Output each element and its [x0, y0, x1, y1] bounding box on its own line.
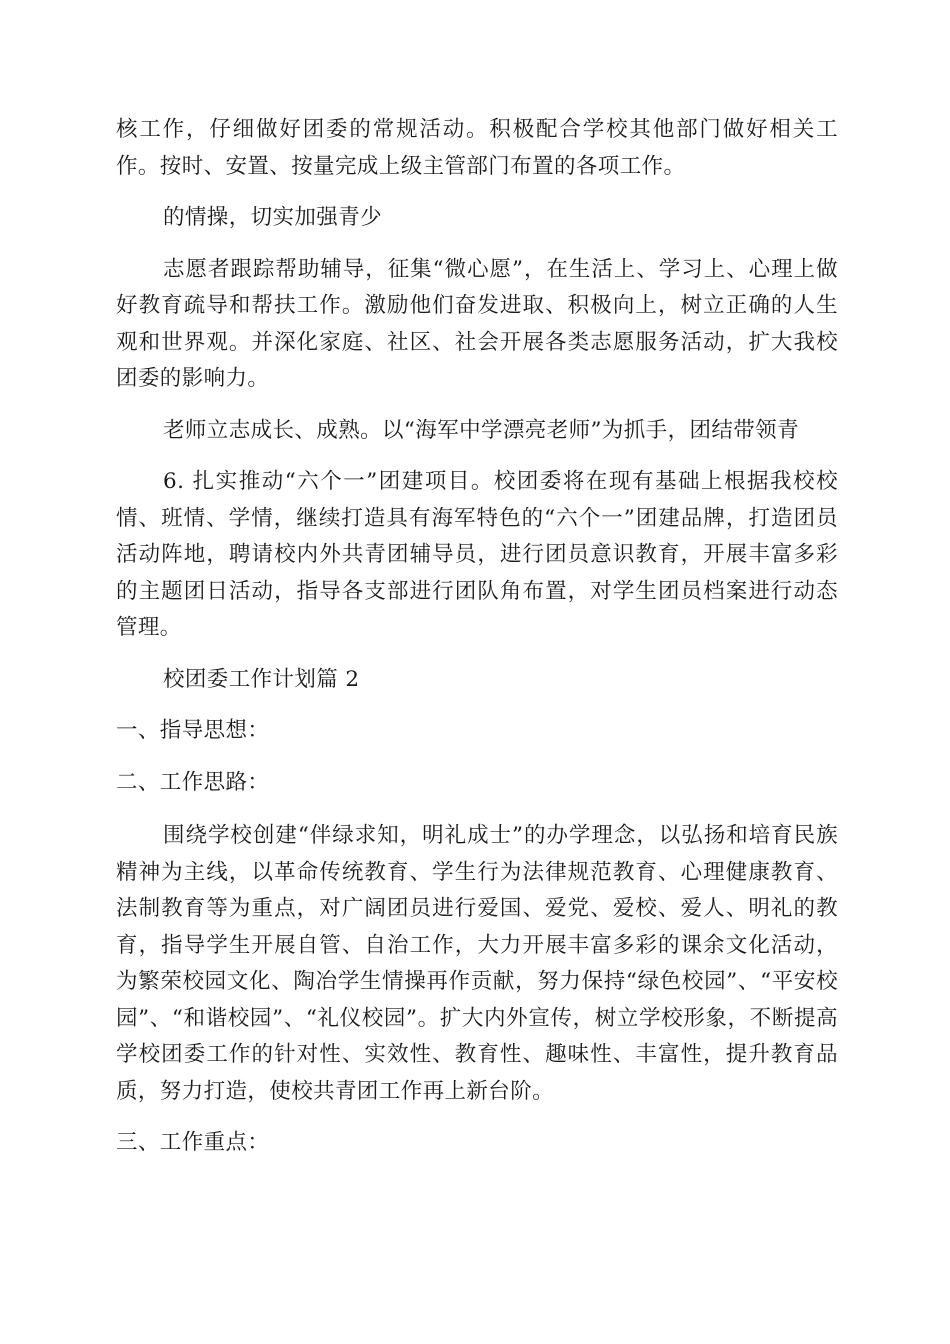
- paragraph-fragment-sentiment: 的情操，切实加强青少: [163, 205, 383, 230]
- paragraph-work-duties: 核工作，仔细做好团委的常规活动。积极配合学校其他部门做好相关工作。按时、安置、按量完成上级主管部门布置的各项工作。: [116, 117, 838, 179]
- heading-work-focus: 三、工作重点：: [116, 1130, 270, 1155]
- paragraph-six-ones-project: 6. 扎实推动“六个一”团建项目。校团委将在现有基础上根据我校校情、班情、学情，继续打造具有海军特色的“六个一”团建品牌，打造团员活动阵地，聘请校内外共青团辅导员，进行团员意识教育，开展丰富多彩的主题团日活动，指导各支部进行团队角布置，对学生团员档案进行动态管理。: [116, 469, 838, 640]
- heading-work-approach: 二、工作思路：: [116, 769, 270, 795]
- section-title-plan-2: 校团委工作计划篇 2: [163, 666, 360, 692]
- paragraph-teacher-growth: 老师立志成长、成熟。以“海军中学漂亮老师”为抓手，团结带领青: [163, 417, 799, 443]
- document-page: [116, 112, 838, 1162]
- heading-guiding-ideology: 一、指导思想：: [116, 718, 270, 743]
- paragraph-volunteer-tracking: 志愿者跟踪帮助辅导，征集“微心愿”，在生活上、学习上、心理上做好教育疏导和帮扶工作。激励他们奋发进取、积极向上，树立正确的人生观和世界观。并深化家庭、社区、社会开展各类志愿服务活动，扩大我校团委的影响力。: [116, 256, 838, 391]
- paragraph-work-approach-body: 围绕学校创建“伴绿求知，明礼成士”的办学理念，以弘扬和培育民族精神为主线，以革命传统教育、学生行为法律规范教育、心理健康教育、法制教育等为重点，对广阔团员进行爱国、爱党、爱校、爱人、明礼的教育，指导学生开展自管、自治工作，大力开展丰富多彩的课余文化活动，为繁荣校园文化、陶冶学生情操再作贡献，努力保持“绿色校园”、“平安校园”、“和谐校园”、“礼仪校园”。扩大内外宣传，树立学校形象，不断提高学校团委工作的针对性、实效性、教育性、趣味性、丰富性，提升教育品质，努力打造，使校共青团工作再上新台阶。: [116, 823, 838, 1104]
